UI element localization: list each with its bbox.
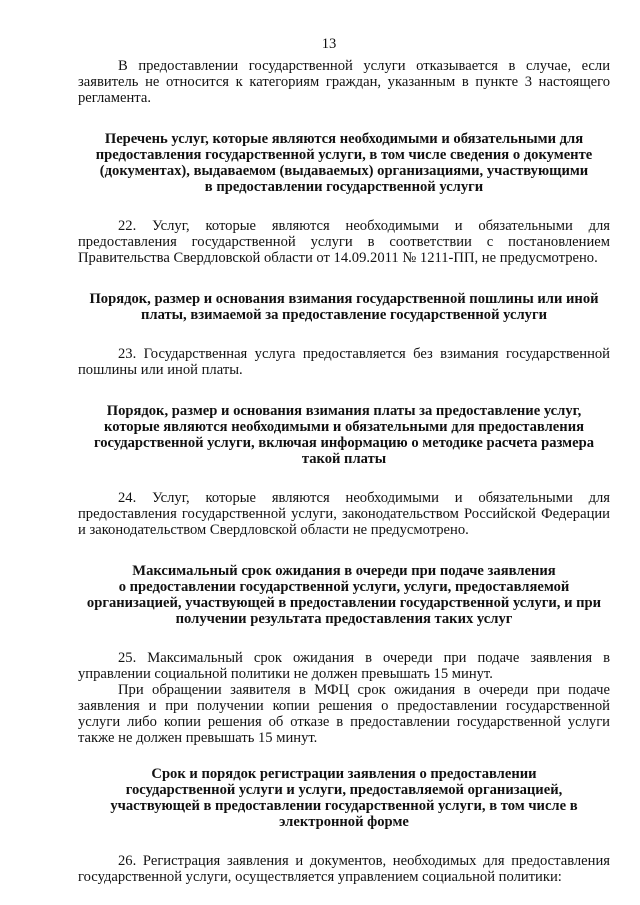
heading-line: участвующей в предоставлении государственной услуги, в том числе в — [110, 798, 578, 814]
heading-line: (документах), выдаваемом (выдаваемых) организациями, участвующими — [99, 163, 589, 179]
heading-line: предоставления государственной услуги, в том числе сведения о документе — [95, 147, 593, 163]
heading-line: которые являются необходимыми и обязательными для предоставления — [104, 419, 584, 435]
heading-line: такой платы — [301, 451, 387, 467]
heading-fee-procedure — [78, 403, 610, 467]
paragraph-25-mfc: При обращении заявителя в МФЦ срок ожидания в очереди при подаче заявления и при получении копии решения о предоставлении государственной услуги либо копии решения об отказе в предоставлении государственной услуги также не должен превышать 15 минут. — [78, 682, 610, 746]
paragraph-26: 26. Регистрация заявления и документов, необходимых для предоставления государственной услуги, осуществляется управлением социальной политики: — [78, 853, 610, 885]
paragraph-23: 23. Государственная услуга предоставляется без взимания государственной пошлины или иной платы. — [78, 346, 610, 378]
heading-line: получении результата предоставления таких услуг — [175, 611, 513, 627]
heading-line: Порядок, размер и основания взимания государственной пошлины или иной — [89, 291, 599, 307]
heading-line: Срок и порядок регистрации заявления о предоставлении — [151, 766, 537, 782]
page-number: 13 — [321, 36, 337, 52]
heading-line: Максимальный срок ожидания в очереди при подаче заявления — [132, 563, 556, 579]
heading-line: о предоставлении государственной услуги, услуги, предоставляемой — [118, 579, 570, 595]
heading-required-services — [78, 131, 610, 195]
heading-registration — [78, 766, 610, 830]
heading-queue-time — [78, 563, 610, 627]
heading-state-duty — [78, 291, 610, 323]
heading-line: электронной форме — [279, 814, 409, 830]
heading-line: в предоставлении государственной услуги — [204, 179, 484, 195]
paragraph-22: 22. Услуг, которые являются необходимыми и обязательными для предоставления государственной услуги в соответствии с постановлением Правительства Свердловской области от 14.09.2011 № 1211-ПП, не предусмотрено. — [78, 218, 610, 266]
paragraph-25: 25. Максимальный срок ожидания в очереди при подаче заявления в управлении социальной политики не должен превышать 15 минут. — [78, 650, 610, 682]
heading-line: государственной услуги и услуги, предоставляемой организацией, — [125, 782, 563, 798]
paragraph-refusal: В предоставлении государственной услуги отказывается в случае, если заявитель не относится к категориям граждан, указанным в пункте 3 настоящего регламента. — [78, 58, 610, 106]
heading-line: Перечень услуг, которые являются необходимыми и обязательными для — [104, 131, 584, 147]
heading-line: платы, взимаемой за предоставление государственной услуги — [140, 307, 547, 323]
heading-line: государственной услуги, включая информацию о методике расчета размера — [93, 435, 595, 451]
paragraph-24: 24. Услуг, которые являются необходимыми и обязательными для предоставления государственной услуги, законодательством Российской Федерации и законодательством Свердловской области не предусмотрено. — [78, 490, 610, 538]
heading-line: Порядок, размер и основания взимания платы за предоставление услуг, — [106, 403, 582, 419]
heading-line: организацией, участвующей в предоставлении государственной услуги, и при — [86, 595, 602, 611]
